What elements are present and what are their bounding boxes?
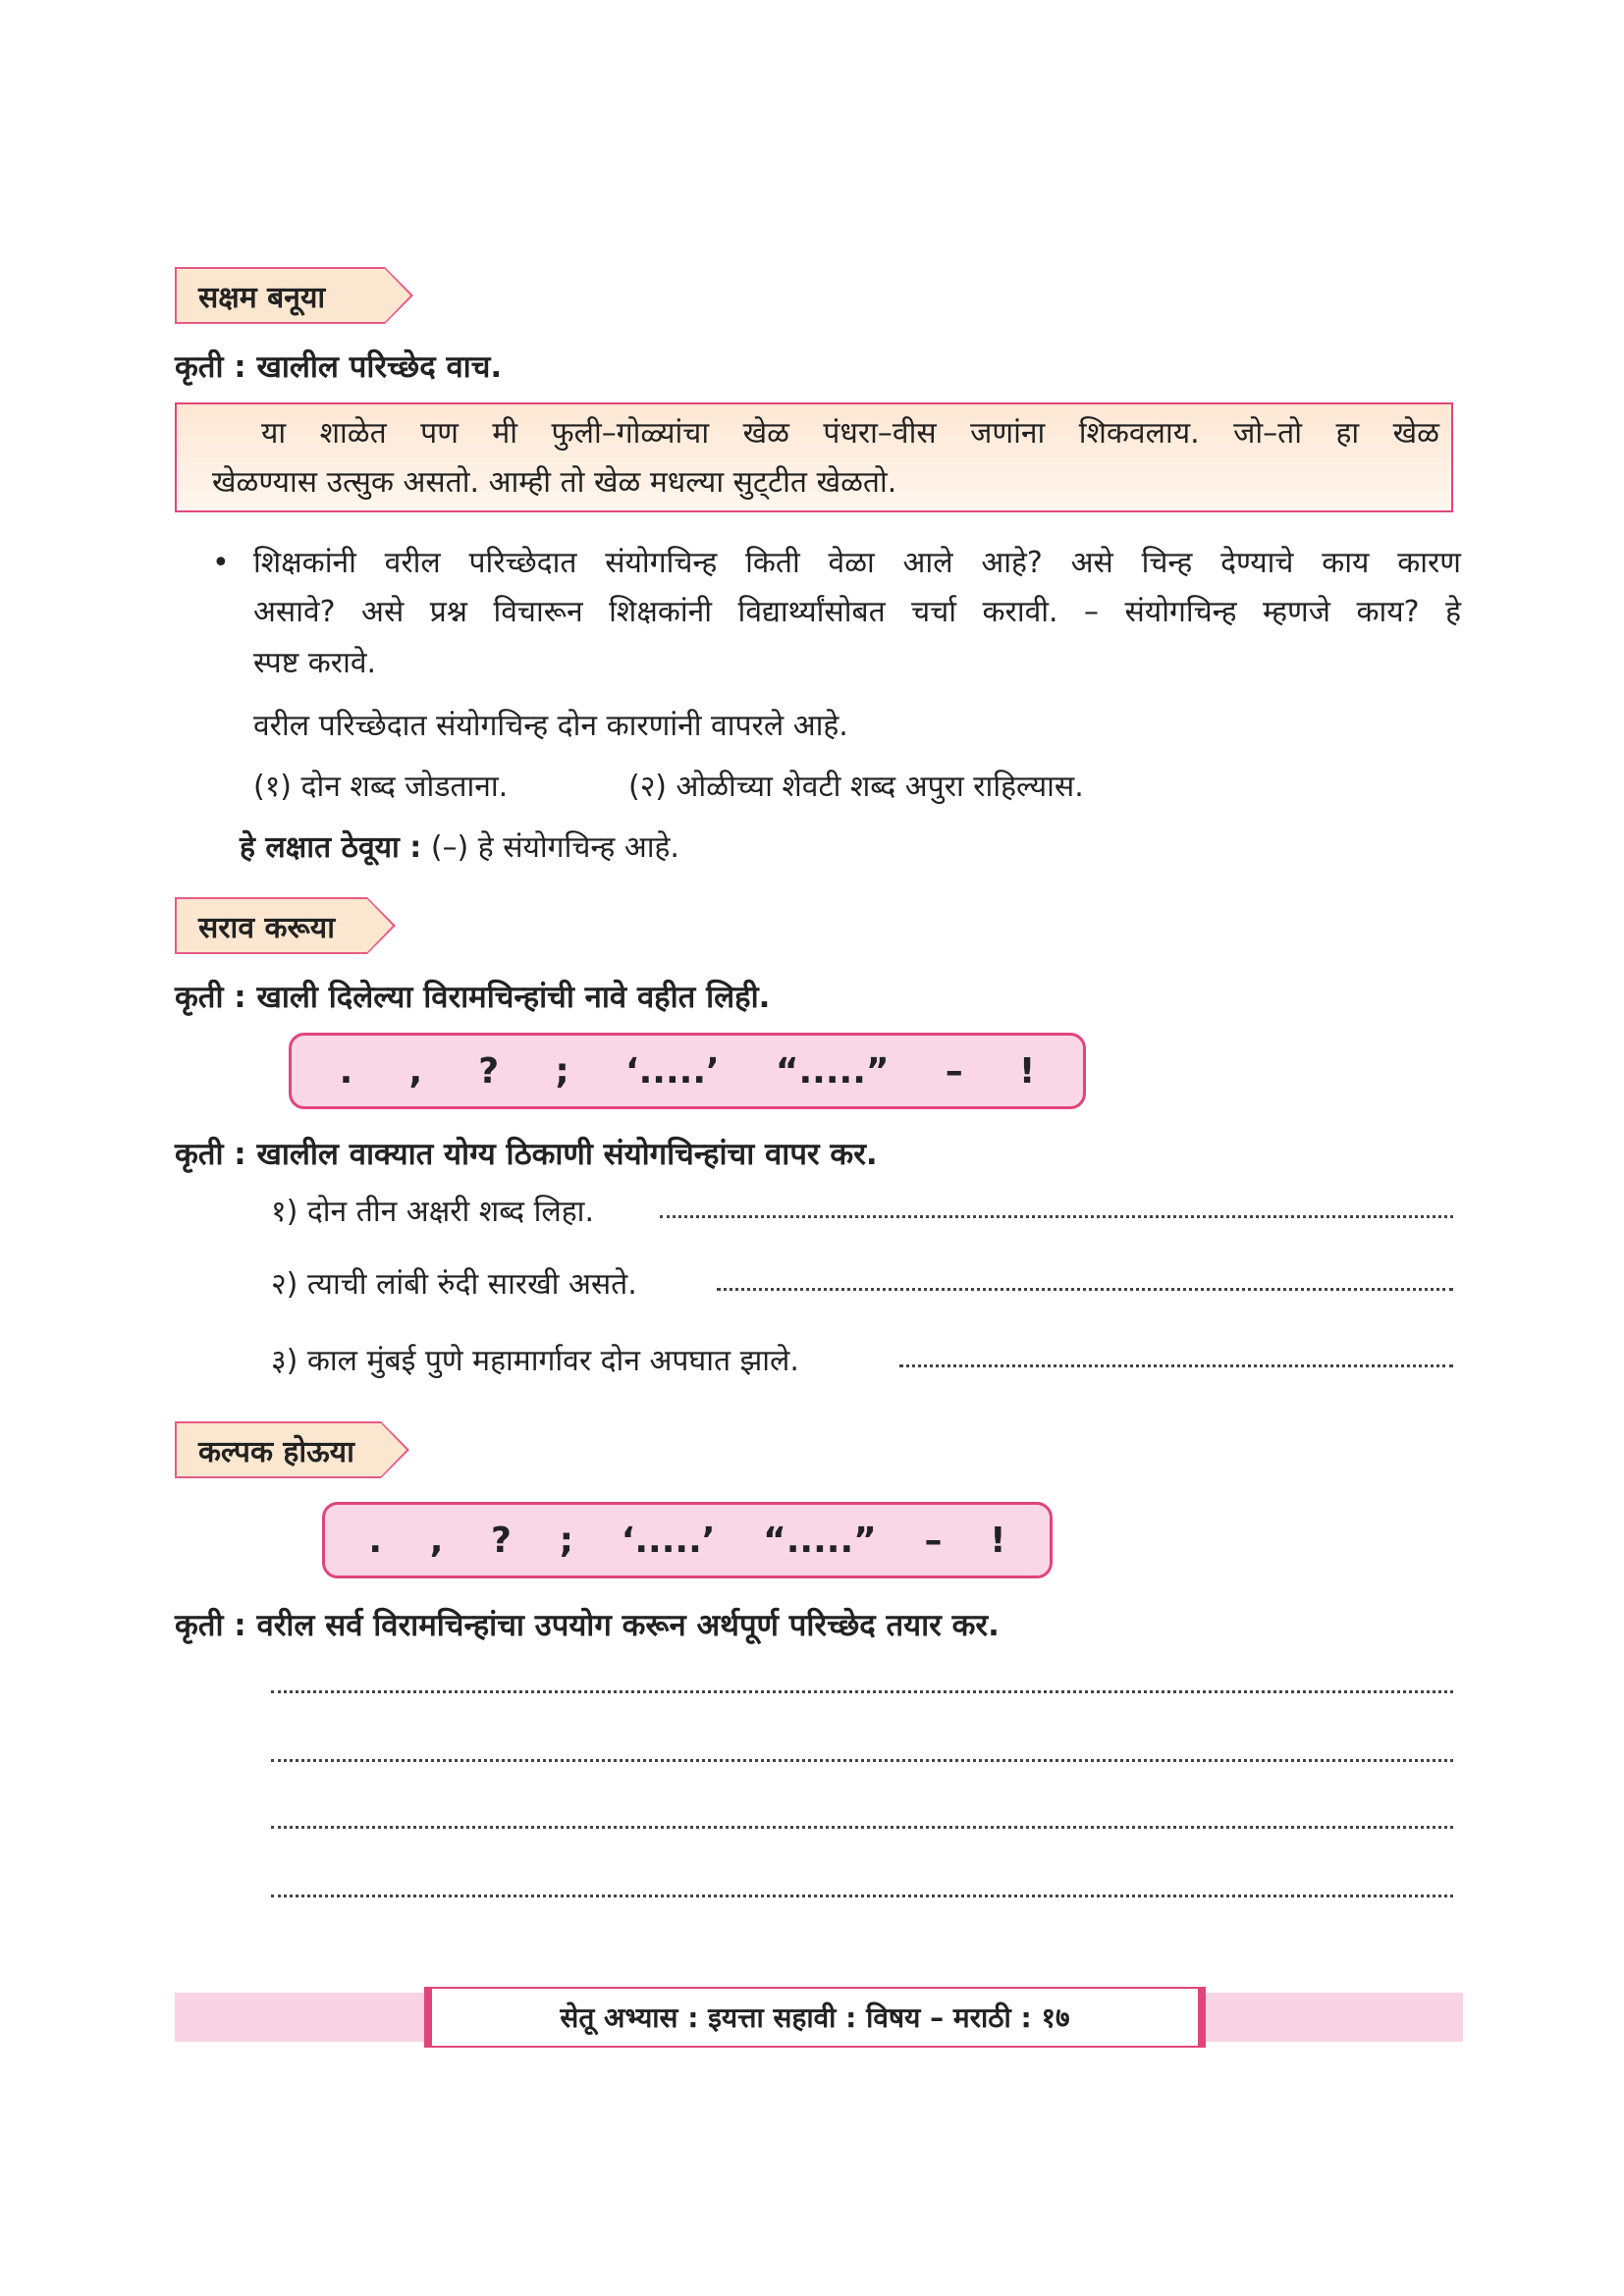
sentence-1: १) दोन तीन अक्षरी शब्द लिहा.: [271, 1195, 594, 1229]
section-tag-saksham: [175, 267, 385, 324]
punct-exclamation: !: [1018, 1050, 1036, 1092]
punct-question: ?: [478, 1050, 500, 1092]
answer-line[interactable]: [660, 1215, 1453, 1218]
punctuation-box-2: [322, 1502, 1053, 1578]
task-heading-punctuation-names: कृती : खाली दिलेल्या विरामचिन्हांची नावे वहीत लिही.: [175, 980, 771, 1015]
instruction-line-1: शिक्षकांनी वरील परिच्छेदात संयोगचिन्ह किती वेळा आले आहे? असे चिन्ह देण्याचे काय कारण: [253, 546, 1461, 580]
reason-1: (१) दोन शब्द जोडताना.: [253, 770, 509, 804]
section-tag-label: सक्षम बनूया: [198, 280, 326, 315]
task-heading-read: कृती : खालील परिच्छेद वाच.: [175, 349, 503, 385]
footer-label-box: [424, 1987, 1206, 2048]
punct-exclamation: !: [990, 1520, 1006, 1561]
punct-hyphen: –: [945, 1050, 963, 1092]
remember-text: (–) हे संयोगचिन्ह आहे.: [430, 830, 679, 865]
punct-semicolon: ;: [559, 1520, 574, 1561]
punct-single-quotes: ‘.....’: [621, 1520, 716, 1561]
punct-comma: ,: [408, 1050, 423, 1092]
sentence-3: ३) काल मुंबई पुणे महामार्गावर दोन अपघात झाले.: [271, 1344, 799, 1378]
passage-box: [175, 402, 1453, 512]
answer-line[interactable]: [271, 1690, 1453, 1693]
footer-text: सेतू अभ्यास : इयत्ता सहावी : विषय – मराठी : १७: [560, 2002, 1070, 2034]
punct-full-stop: .: [368, 1520, 383, 1561]
instruction-line-2: असावे? असे प्रश्न विचारून शिक्षकांनी विद्यार्थ्यांसोबत चर्चा करावी. – संयोगचिन्ह म्हणजे काय? हे: [253, 595, 1461, 629]
answer-line[interactable]: [271, 1895, 1453, 1897]
sentence-2: २) त्याची लांबी रुंदी सारखी असते.: [271, 1267, 637, 1302]
bullet: •: [212, 546, 230, 580]
passage-line-1: या शाळेत पण मी फुली–गोळ्यांचा खेळ पंधरा–वीस जणांना शिकवलाय. जो–तो हा खेळ: [261, 416, 1439, 451]
punct-full-stop: .: [339, 1050, 353, 1092]
punct-question: ?: [491, 1520, 512, 1561]
punct-semicolon: ;: [555, 1050, 569, 1092]
task-heading-paragraph: कृती : वरील सर्व विरामचिन्हांचा उपयोग करून अर्थपूर्ण परिच्छेद तयार कर.: [175, 1608, 1000, 1643]
answer-line[interactable]: [717, 1288, 1453, 1291]
task-heading-hyphen-use: कृती : खालील वाक्यात योग्य ठिकाणी संयोगचिन्हांचा वापर कर.: [175, 1137, 878, 1172]
section-tag-kalpak: [175, 1421, 381, 1478]
answer-line[interactable]: [271, 1826, 1453, 1829]
punct-comma: ,: [429, 1520, 444, 1561]
punct-double-quotes: “.....”: [775, 1050, 890, 1092]
remember-note: [240, 825, 679, 872]
passage-line-2: खेळण्यास उत्सुक असतो. आम्ही तो खेळ मधल्या सुट्‌टीत खेळतो.: [212, 465, 897, 500]
punct-double-quotes: “.....”: [763, 1520, 877, 1561]
answer-line[interactable]: [899, 1364, 1453, 1367]
section-tag-label: सराव करूया: [198, 910, 335, 945]
remember-label: हे लक्षात ठेवूया :: [240, 830, 422, 865]
instruction-line-3: स्पष्ट करावे.: [253, 646, 377, 680]
punct-single-quotes: ‘.....’: [624, 1050, 720, 1092]
punct-hyphen: –: [924, 1520, 943, 1561]
section-tag-sarav: [175, 897, 367, 954]
punctuation-box-1: [289, 1033, 1086, 1109]
reason-intro: वरील परिच्छेदात संयोगचिन्ह दोन कारणांनी वापरले आहे.: [253, 709, 848, 743]
reason-2: (२) ओळीच्या शेवटी शब्द अपुरा राहिल्यास.: [628, 770, 1084, 804]
section-tag-label: कल्पक होऊया: [198, 1434, 354, 1469]
answer-line[interactable]: [271, 1759, 1453, 1762]
